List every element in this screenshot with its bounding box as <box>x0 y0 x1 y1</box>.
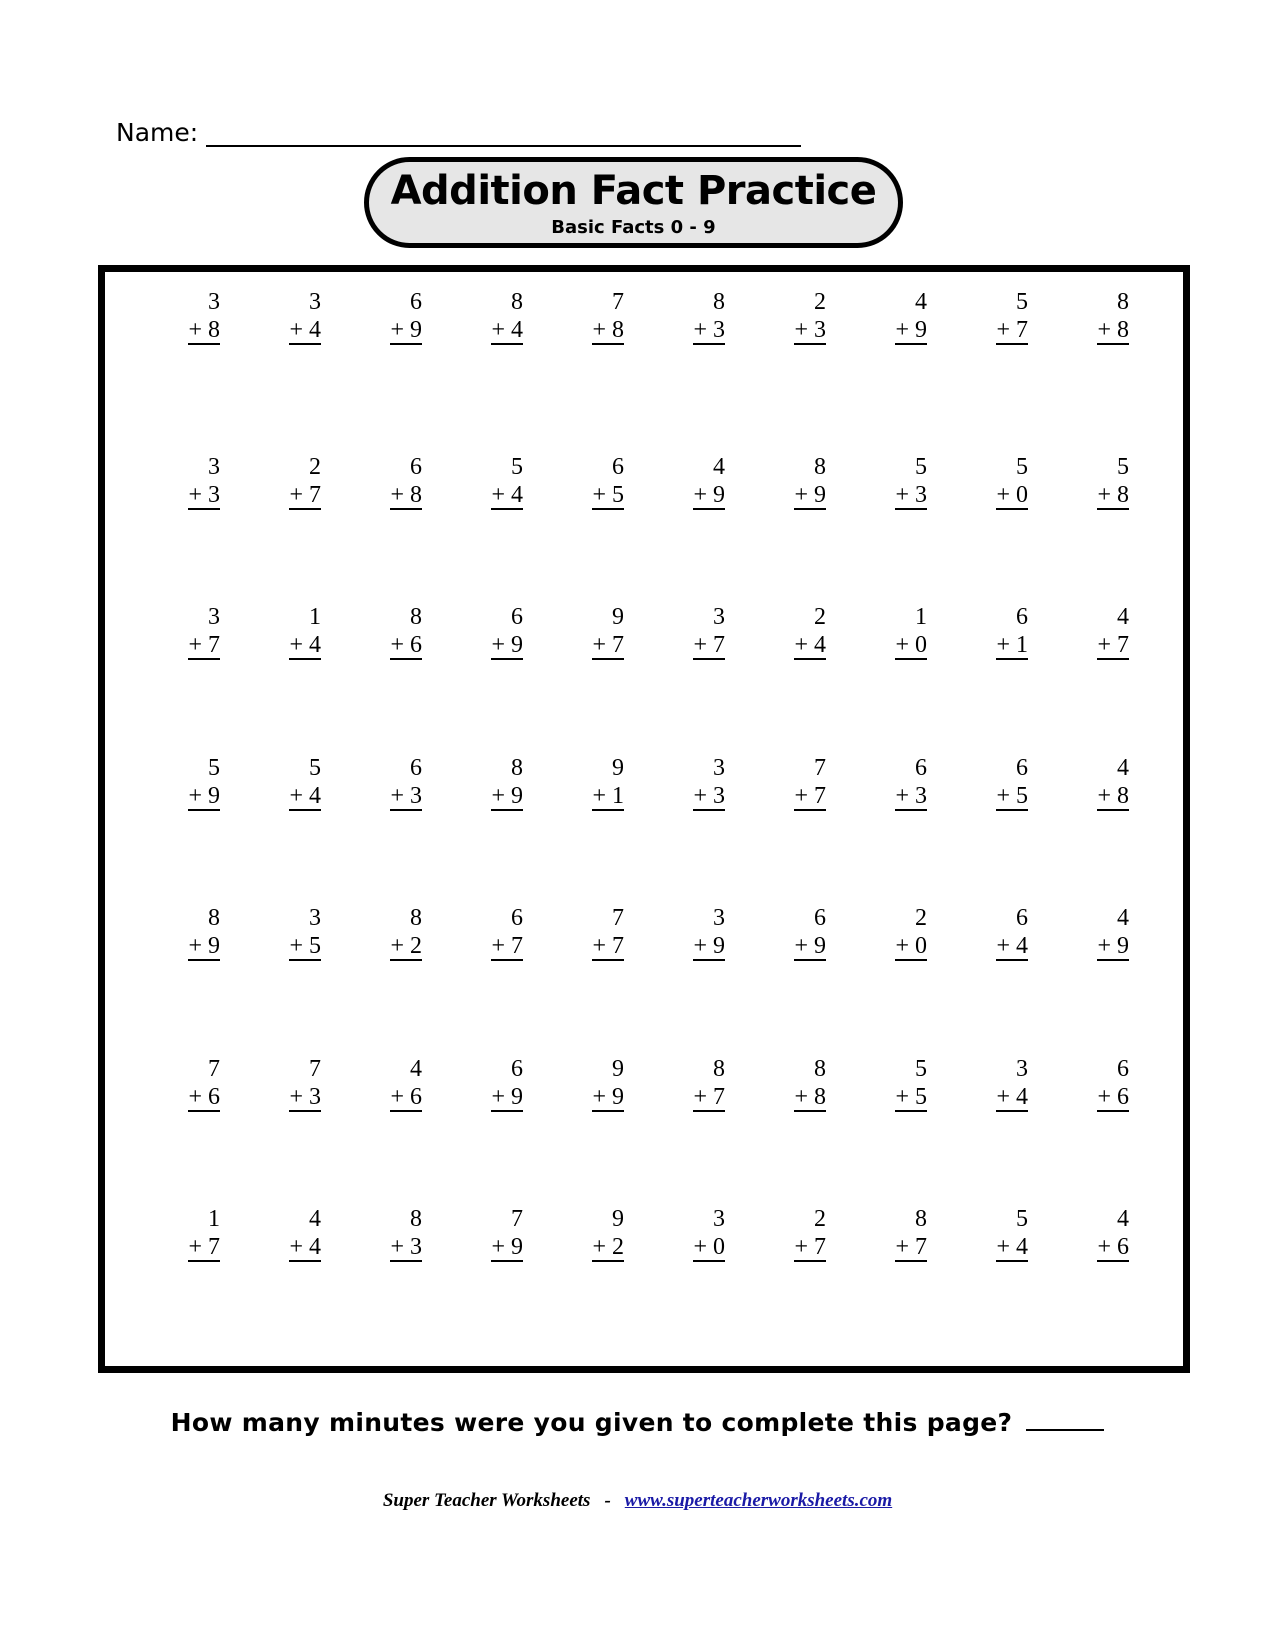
addition-problem <box>544 1205 624 1262</box>
problem-row <box>105 904 1183 964</box>
addition-problem <box>544 288 624 345</box>
addend-top: 4 <box>1117 755 1129 781</box>
addition-problem <box>645 603 725 660</box>
addend-bottom: + 9 <box>491 1234 523 1260</box>
addend-bottom: + 7 <box>794 783 826 809</box>
addend-top: 5 <box>1016 454 1028 480</box>
addition-problem <box>342 904 422 961</box>
addend-bottom: + 2 <box>592 1234 624 1260</box>
addend-top: 7 <box>612 905 624 931</box>
addend-top: 2 <box>309 454 321 480</box>
addend-bottom: + 7 <box>188 632 220 658</box>
addition-problem <box>746 288 826 345</box>
name-label: Name: <box>116 118 199 147</box>
addition-problem <box>847 754 927 811</box>
question <box>0 1408 1275 1437</box>
addend-top: 7 <box>511 1206 523 1232</box>
addend-top: 6 <box>814 905 826 931</box>
addition-problem <box>140 904 220 961</box>
addition-problem <box>847 603 927 660</box>
addend-bottom: + 7 <box>794 1234 826 1260</box>
addition-problem <box>241 1055 321 1112</box>
addend-top: 8 <box>1117 289 1129 315</box>
addition-problem <box>342 1205 422 1262</box>
addend-bottom: + 0 <box>996 482 1028 508</box>
addend-top: 3 <box>208 454 220 480</box>
addend-top: 6 <box>410 454 422 480</box>
addition-problem <box>1049 1055 1129 1112</box>
problem-grid <box>105 272 1183 1366</box>
footer-link[interactable]: www.superteacherworksheets.com <box>624 1490 893 1511</box>
addend-top: 9 <box>612 755 624 781</box>
addend-bottom: + 2 <box>390 933 422 959</box>
addition-problem <box>847 288 927 345</box>
addition-problem <box>443 603 523 660</box>
addend-top: 6 <box>511 905 523 931</box>
addend-top: 6 <box>612 454 624 480</box>
addition-problem <box>544 754 624 811</box>
addition-problem <box>847 904 927 961</box>
addition-problem <box>140 1205 220 1262</box>
addend-bottom: + 4 <box>794 632 826 658</box>
addition-problem <box>847 1205 927 1262</box>
addend-top: 6 <box>410 289 422 315</box>
addition-problem <box>948 1205 1028 1262</box>
addend-bottom: + 8 <box>1097 482 1129 508</box>
addend-bottom: + 7 <box>693 1084 725 1110</box>
addition-problem <box>443 1055 523 1112</box>
addend-top: 2 <box>814 1206 826 1232</box>
addend-bottom: + 3 <box>390 1234 422 1260</box>
addend-top: 7 <box>814 755 826 781</box>
addend-bottom: + 3 <box>693 783 725 809</box>
addition-problem <box>544 603 624 660</box>
addend-top: 4 <box>713 454 725 480</box>
addition-problem <box>847 1055 927 1112</box>
addition-problem <box>140 1055 220 1112</box>
footer-separator: - <box>604 1490 611 1511</box>
question-text: How many minutes were you given to complete this page? <box>170 1408 1013 1437</box>
addition-problem <box>746 1055 826 1112</box>
addend-top: 4 <box>1117 604 1129 630</box>
addend-bottom: + 9 <box>895 317 927 343</box>
addition-problem <box>342 453 422 510</box>
addend-bottom: + 3 <box>794 317 826 343</box>
addend-bottom: + 6 <box>390 632 422 658</box>
name-blank[interactable] <box>206 121 801 147</box>
addend-bottom: + 9 <box>188 933 220 959</box>
addend-bottom: + 8 <box>1097 317 1129 343</box>
addend-top: 3 <box>713 1206 725 1232</box>
addend-bottom: + 4 <box>996 1234 1028 1260</box>
addend-bottom: + 7 <box>592 933 624 959</box>
addend-top: 3 <box>713 604 725 630</box>
addition-problem <box>140 453 220 510</box>
addend-bottom: + 9 <box>491 783 523 809</box>
addition-problem <box>1049 603 1129 660</box>
addend-bottom: + 7 <box>188 1234 220 1260</box>
addend-bottom: + 4 <box>491 317 523 343</box>
addend-top: 2 <box>814 604 826 630</box>
addend-bottom: + 4 <box>289 317 321 343</box>
addend-bottom: + 5 <box>895 1084 927 1110</box>
addition-problem <box>140 603 220 660</box>
addend-bottom: + 8 <box>592 317 624 343</box>
addend-top: 6 <box>511 604 523 630</box>
addition-problem <box>443 1205 523 1262</box>
addition-problem <box>443 754 523 811</box>
addition-problem <box>746 904 826 961</box>
addition-problem <box>645 904 725 961</box>
addend-bottom: + 3 <box>895 482 927 508</box>
addition-problem <box>948 453 1028 510</box>
addition-problem <box>948 288 1028 345</box>
addition-problem <box>342 754 422 811</box>
addend-bottom: + 6 <box>188 1084 220 1110</box>
addend-bottom: + 0 <box>693 1234 725 1260</box>
addend-top: 9 <box>612 1206 624 1232</box>
addition-problem <box>342 603 422 660</box>
addend-bottom: + 8 <box>390 482 422 508</box>
addend-bottom: + 9 <box>794 933 826 959</box>
addition-problem <box>1049 754 1129 811</box>
addition-problem <box>140 288 220 345</box>
addition-problem <box>1049 904 1129 961</box>
addend-top: 1 <box>208 1206 220 1232</box>
page-subtitle: Basic Facts 0 - 9 <box>551 217 716 238</box>
addend-bottom: + 6 <box>1097 1084 1129 1110</box>
name-line <box>116 118 801 147</box>
addend-top: 6 <box>410 755 422 781</box>
addend-bottom: + 3 <box>289 1084 321 1110</box>
addend-top: 3 <box>713 905 725 931</box>
addend-bottom: + 4 <box>491 482 523 508</box>
addend-top: 5 <box>1117 454 1129 480</box>
addend-bottom: + 7 <box>592 632 624 658</box>
addend-top: 9 <box>612 1056 624 1082</box>
addition-problem <box>746 453 826 510</box>
addend-top: 8 <box>713 289 725 315</box>
addend-top: 4 <box>309 1206 321 1232</box>
addend-top: 1 <box>915 604 927 630</box>
addition-problem <box>1049 453 1129 510</box>
addend-bottom: + 9 <box>592 1084 624 1110</box>
addend-bottom: + 8 <box>794 1084 826 1110</box>
title-banner <box>364 157 903 248</box>
addition-problem <box>241 288 321 345</box>
addition-problem <box>241 1205 321 1262</box>
addend-top: 2 <box>915 905 927 931</box>
addition-problem <box>746 754 826 811</box>
addend-top: 5 <box>208 755 220 781</box>
addition-problem <box>645 754 725 811</box>
addend-bottom: + 9 <box>491 632 523 658</box>
addend-top: 8 <box>814 454 826 480</box>
addend-top: 3 <box>309 289 321 315</box>
addend-top: 5 <box>1016 1206 1028 1232</box>
addend-bottom: + 8 <box>188 317 220 343</box>
addition-problem <box>140 754 220 811</box>
addend-bottom: + 6 <box>390 1084 422 1110</box>
addend-bottom: + 5 <box>592 482 624 508</box>
addend-bottom: + 9 <box>794 482 826 508</box>
addend-bottom: + 8 <box>1097 783 1129 809</box>
addition-problem <box>948 904 1028 961</box>
addend-top: 5 <box>1016 289 1028 315</box>
addend-bottom: + 0 <box>895 632 927 658</box>
addition-problem <box>443 288 523 345</box>
addend-top: 9 <box>612 604 624 630</box>
addend-bottom: + 0 <box>895 933 927 959</box>
addend-top: 5 <box>309 755 321 781</box>
addend-bottom: + 5 <box>996 783 1028 809</box>
addend-bottom: + 4 <box>289 783 321 809</box>
addend-bottom: + 7 <box>1097 632 1129 658</box>
addend-top: 8 <box>814 1056 826 1082</box>
addend-top: 8 <box>511 755 523 781</box>
addend-top: 7 <box>612 289 624 315</box>
problem-row <box>105 754 1183 814</box>
addition-problem <box>948 754 1028 811</box>
addition-problem <box>544 1055 624 1112</box>
addition-problem <box>241 603 321 660</box>
addend-top: 8 <box>410 905 422 931</box>
addend-top: 7 <box>208 1056 220 1082</box>
addend-bottom: + 3 <box>188 482 220 508</box>
addend-bottom: + 3 <box>693 317 725 343</box>
addend-top: 5 <box>915 1056 927 1082</box>
addend-top: 8 <box>208 905 220 931</box>
addend-bottom: + 4 <box>289 1234 321 1260</box>
addend-bottom: + 5 <box>289 933 321 959</box>
addend-bottom: + 7 <box>895 1234 927 1260</box>
addend-top: 6 <box>915 755 927 781</box>
addition-problem <box>342 1055 422 1112</box>
addend-bottom: + 1 <box>592 783 624 809</box>
addend-bottom: + 7 <box>693 632 725 658</box>
addition-problem <box>645 288 725 345</box>
addition-problem <box>241 453 321 510</box>
addition-problem <box>948 1055 1028 1112</box>
problem-box <box>98 265 1190 1373</box>
addend-top: 5 <box>511 454 523 480</box>
addend-top: 4 <box>915 289 927 315</box>
addend-top: 6 <box>1016 604 1028 630</box>
addend-top: 4 <box>1117 905 1129 931</box>
addition-problem <box>544 453 624 510</box>
addend-top: 8 <box>410 1206 422 1232</box>
addition-problem <box>746 603 826 660</box>
addition-problem <box>241 754 321 811</box>
addend-bottom: + 1 <box>996 632 1028 658</box>
addition-problem <box>241 904 321 961</box>
addition-problem <box>645 453 725 510</box>
addition-problem <box>948 603 1028 660</box>
addend-bottom: + 9 <box>390 317 422 343</box>
addend-bottom: + 7 <box>996 317 1028 343</box>
answer-blank[interactable] <box>1026 1409 1104 1431</box>
addend-top: 5 <box>915 454 927 480</box>
addend-bottom: + 9 <box>1097 933 1129 959</box>
addend-bottom: + 6 <box>1097 1234 1129 1260</box>
problem-row <box>105 1205 1183 1265</box>
page-title: Addition Fact Practice <box>390 168 877 214</box>
addend-top: 8 <box>713 1056 725 1082</box>
addend-bottom: + 7 <box>491 933 523 959</box>
addition-problem <box>443 904 523 961</box>
problem-row <box>105 603 1183 663</box>
addend-top: 6 <box>1117 1056 1129 1082</box>
addition-problem <box>645 1205 725 1262</box>
addend-top: 1 <box>309 604 321 630</box>
addend-bottom: + 3 <box>390 783 422 809</box>
addend-top: 2 <box>814 289 826 315</box>
addend-top: 6 <box>1016 755 1028 781</box>
addend-bottom: + 9 <box>188 783 220 809</box>
addend-bottom: + 4 <box>996 933 1028 959</box>
addition-problem <box>544 904 624 961</box>
addition-problem <box>746 1205 826 1262</box>
footer-brand: Super Teacher Worksheets <box>382 1490 591 1511</box>
addition-problem <box>443 453 523 510</box>
addend-top: 8 <box>410 604 422 630</box>
addend-top: 4 <box>410 1056 422 1082</box>
problem-row <box>105 288 1183 348</box>
addend-bottom: + 9 <box>693 482 725 508</box>
addend-top: 4 <box>1117 1206 1129 1232</box>
addition-problem <box>1049 288 1129 345</box>
addend-top: 7 <box>309 1056 321 1082</box>
addend-top: 3 <box>309 905 321 931</box>
addend-top: 3 <box>1016 1056 1028 1082</box>
footer <box>0 1490 1275 1512</box>
addend-top: 6 <box>511 1056 523 1082</box>
addition-problem <box>1049 1205 1129 1262</box>
problem-row <box>105 453 1183 513</box>
addend-top: 3 <box>713 755 725 781</box>
addend-bottom: + 4 <box>996 1084 1028 1110</box>
addend-top: 3 <box>208 289 220 315</box>
addend-bottom: + 9 <box>491 1084 523 1110</box>
addend-top: 8 <box>511 289 523 315</box>
addend-bottom: + 9 <box>693 933 725 959</box>
addend-bottom: + 7 <box>289 482 321 508</box>
addend-bottom: + 3 <box>895 783 927 809</box>
addend-top: 8 <box>915 1206 927 1232</box>
addition-problem <box>645 1055 725 1112</box>
problem-row <box>105 1055 1183 1115</box>
addition-problem <box>342 288 422 345</box>
addend-top: 3 <box>208 604 220 630</box>
addend-bottom: + 4 <box>289 632 321 658</box>
addend-top: 6 <box>1016 905 1028 931</box>
addition-problem <box>847 453 927 510</box>
